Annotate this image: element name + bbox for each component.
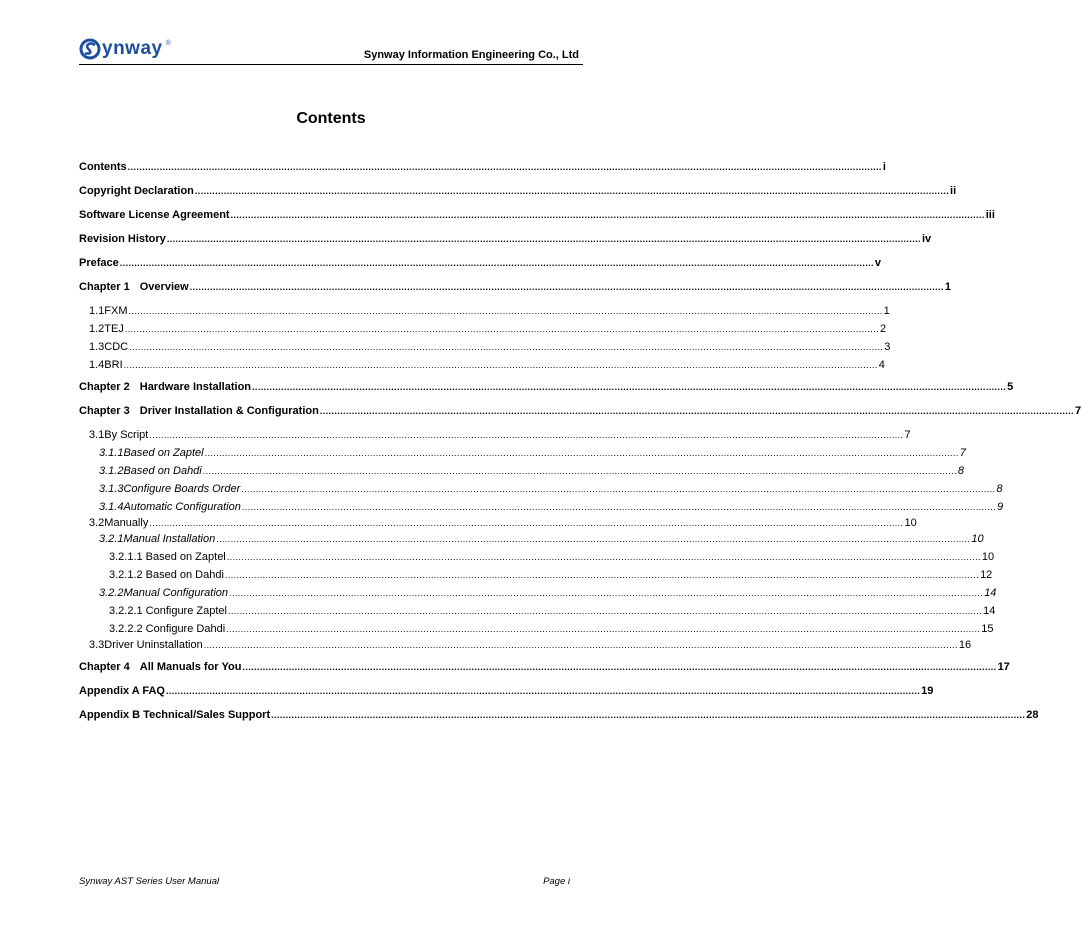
toc-entry-label: Copyright Declaration bbox=[79, 185, 194, 197]
toc-entry[interactable] bbox=[79, 516, 917, 530]
toc-entry[interactable] bbox=[79, 280, 951, 294]
toc-entry[interactable] bbox=[79, 684, 934, 698]
toc-dot-leader: .................................................................................................................................................................................................................................................................... bbox=[204, 448, 959, 458]
toc-dot-leader: .................................................................................................................................................................................................................................................................... bbox=[226, 552, 981, 562]
toc-entry[interactable] bbox=[79, 184, 957, 198]
toc-entry[interactable] bbox=[79, 340, 891, 354]
toc-dot-leader: .................................................................................................................................................................................................................................................................... bbox=[129, 342, 884, 352]
toc-entry-label: All Manuals for You bbox=[139, 661, 242, 673]
toc-entry[interactable] bbox=[79, 622, 994, 636]
toc-entry-number: 3.1.2 bbox=[99, 465, 124, 477]
toc-entry-page: 16 bbox=[958, 639, 972, 651]
toc-dot-leader: .................................................................................................................................................................................................................................................................... bbox=[128, 306, 883, 316]
toc-dot-leader: .................................................................................................................................................................................................................................................................... bbox=[149, 430, 904, 440]
toc-entry-label: Preface bbox=[79, 257, 119, 269]
toc-dot-leader: .................................................................................................................................................................................................................................................................... bbox=[252, 382, 1007, 392]
toc-dot-leader: .................................................................................................................................................................................................................................................................... bbox=[241, 484, 996, 494]
toc-entry-page: 17 bbox=[997, 661, 1010, 673]
toc-entry-page: 7 bbox=[959, 447, 966, 459]
toc-entry-label: Revision History bbox=[79, 233, 166, 245]
toc-entry-page: 1 bbox=[944, 281, 951, 293]
toc-entry-number: 1.3 bbox=[89, 341, 105, 353]
toc-dot-leader: .................................................................................................................................................................................................................................................................... bbox=[194, 186, 950, 196]
toc-entry-page: iv bbox=[921, 233, 932, 245]
toc-entry-label: Automatic Configuration bbox=[123, 501, 241, 513]
toc-entry[interactable] bbox=[79, 660, 1010, 674]
toc-entry-number: Chapter 4 bbox=[79, 661, 130, 673]
toc-entry-page: v bbox=[874, 257, 882, 269]
toc-entry-number: 3.1.1 bbox=[99, 447, 124, 459]
toc-entry[interactable] bbox=[79, 304, 890, 318]
toc-entry[interactable] bbox=[79, 208, 995, 222]
toc-entry-label: Overview bbox=[139, 281, 189, 293]
toc-entry-page: 10 bbox=[904, 517, 917, 529]
toc-entry-number: 1.1 bbox=[89, 305, 105, 317]
toc-entry[interactable] bbox=[79, 604, 996, 618]
toc-entry-page: 14 bbox=[984, 587, 997, 599]
logo-wordmark: ynway bbox=[102, 38, 163, 59]
toc-entry-page: 15 bbox=[981, 623, 994, 635]
toc-entry-page: i bbox=[882, 161, 886, 173]
toc-dot-leader: .................................................................................................................................................................................................................................................................... bbox=[224, 570, 980, 580]
toc-entry-label: Driver Uninstallation bbox=[104, 639, 203, 651]
page-header bbox=[79, 38, 583, 65]
toc-entry-number: Chapter 2 bbox=[79, 381, 130, 393]
footer-manual-name: Synway AST Series User Manual bbox=[79, 876, 220, 887]
toc-entry-label: Based on Dahdi bbox=[123, 465, 202, 477]
toc-dot-leader: .................................................................................................................................................................................................................................................................... bbox=[216, 534, 971, 544]
toc-dot-leader: .................................................................................................................................................................................................................................................................... bbox=[230, 210, 985, 220]
toc-dot-leader: .................................................................................................................................................................................................................................................................... bbox=[227, 606, 983, 616]
toc-entry[interactable] bbox=[79, 464, 965, 478]
toc-entry-page: 14 bbox=[983, 605, 996, 617]
toc-dot-leader: .................................................................................................................................................................................................................................................................... bbox=[203, 640, 958, 650]
toc-entry-number: 3.3 bbox=[89, 639, 105, 651]
toc-entry-label: Manually bbox=[104, 517, 149, 529]
toc-entry-number: 3.2.1 bbox=[99, 533, 124, 545]
synway-logo-icon bbox=[79, 38, 101, 60]
toc-entry-page: 8 bbox=[996, 483, 1003, 495]
toc-entry-label: Based on Dahdi bbox=[145, 569, 224, 581]
toc-dot-leader: .................................................................................................................................................................................................................................................................... bbox=[202, 466, 957, 476]
toc-entry-label: FXM bbox=[104, 305, 128, 317]
toc-entry-number: 3.2.2.2 bbox=[109, 623, 143, 635]
toc-entry-page: 8 bbox=[957, 465, 965, 477]
toc-entry-number: 3.2.2.1 bbox=[109, 605, 143, 617]
toc-entry-label: Configure Zaptel bbox=[145, 605, 227, 617]
toc-entry-label: Appendix A FAQ bbox=[79, 685, 165, 697]
toc-entry-label: Based on Zaptel bbox=[123, 447, 204, 459]
toc-entry-page: 7 bbox=[1074, 405, 1081, 417]
synway-logo bbox=[79, 38, 171, 60]
toc-dot-leader: .................................................................................................................................................................................................................................................................... bbox=[119, 258, 874, 268]
toc-entry[interactable] bbox=[79, 638, 972, 652]
toc-entry-label: TEJ bbox=[104, 323, 124, 335]
toc-entry[interactable] bbox=[79, 380, 1014, 394]
toc-dot-leader: .................................................................................................................................................................................................................................................................... bbox=[271, 710, 1026, 720]
toc-entry-label: Contents bbox=[79, 161, 127, 173]
toc-entry-label: BRI bbox=[104, 359, 123, 371]
registered-mark: ® bbox=[165, 40, 171, 47]
toc-entry-label: Hardware Installation bbox=[139, 381, 252, 393]
toc-dot-leader: .................................................................................................................................................................................................................................................................... bbox=[241, 502, 997, 512]
toc-entry[interactable] bbox=[79, 256, 882, 270]
toc-entry-label: By Script bbox=[104, 429, 149, 441]
toc-entry-number: 3.1 bbox=[89, 429, 105, 441]
toc-entry-label: Configure Boards Order bbox=[123, 483, 241, 495]
toc-entry-number: 3.2 bbox=[89, 517, 105, 529]
toc-entry[interactable] bbox=[79, 568, 993, 582]
toc-entry-number: 3.2.2 bbox=[99, 587, 124, 599]
toc-entry-number: 3.1.3 bbox=[99, 483, 124, 495]
toc-entry-number: Chapter 1 bbox=[79, 281, 130, 293]
toc-dot-leader: .................................................................................................................................................................................................................................................................... bbox=[124, 324, 879, 334]
toc-entry-number: 3.1.4 bbox=[99, 501, 124, 513]
toc-entry-page: 10 bbox=[981, 551, 995, 563]
toc-dot-leader: .................................................................................................................................................................................................................................................................... bbox=[189, 282, 944, 292]
toc-entry-number: 3.2.1.2 bbox=[109, 569, 143, 581]
toc-dot-leader: .................................................................................................................................................................................................................................................................... bbox=[319, 406, 1074, 416]
toc-entry-page: 5 bbox=[1007, 381, 1014, 393]
toc-entry-page: 10 bbox=[971, 533, 984, 545]
toc-entry[interactable] bbox=[79, 550, 995, 564]
toc-entry[interactable] bbox=[79, 322, 887, 336]
toc-entry-number: 3.2.1.1 bbox=[109, 551, 143, 563]
toc-entry-number: Chapter 3 bbox=[79, 405, 130, 417]
toc-dot-leader: .................................................................................................................................................................................................................................................................... bbox=[229, 588, 984, 598]
toc-entry[interactable] bbox=[79, 446, 966, 460]
toc-entry[interactable] bbox=[79, 500, 1004, 514]
toc-entry-number: 1.4 bbox=[89, 359, 105, 371]
toc-entry-label: CDC bbox=[104, 341, 129, 353]
toc-dot-leader: .................................................................................................................................................................................................................................................................... bbox=[242, 662, 997, 672]
toc-dot-leader: .................................................................................................................................................................................................................................................................... bbox=[165, 686, 921, 696]
toc-entry[interactable] bbox=[79, 404, 1081, 418]
toc-entry-page: 1 bbox=[883, 305, 890, 317]
toc-entry[interactable] bbox=[79, 708, 1039, 722]
toc-entry-label: Configure Dahdi bbox=[145, 623, 226, 635]
toc-entry-label: Manual Installation bbox=[123, 533, 216, 545]
toc-entry-page: 2 bbox=[880, 323, 887, 335]
toc-entry[interactable] bbox=[79, 428, 911, 442]
toc-entry-number: 1.2 bbox=[89, 323, 105, 335]
toc-entry-page: 9 bbox=[997, 501, 1004, 513]
toc-entry-page: 3 bbox=[884, 341, 891, 353]
toc-entry[interactable] bbox=[79, 586, 997, 600]
toc-entry-label: Appendix B Technical/Sales Support bbox=[79, 709, 271, 721]
toc-entry-page: 28 bbox=[1026, 709, 1039, 721]
toc-dot-leader: .................................................................................................................................................................................................................................................................... bbox=[166, 234, 921, 244]
toc-entry[interactable] bbox=[79, 358, 885, 372]
toc-entry-page: 7 bbox=[904, 429, 911, 441]
toc-entry-page: ii bbox=[950, 185, 957, 197]
toc-entry-label: Based on Zaptel bbox=[145, 551, 226, 563]
toc-entry[interactable] bbox=[79, 232, 932, 246]
toc-dot-leader: .................................................................................................................................................................................................................................................................... bbox=[226, 624, 981, 634]
toc-entry-page: 19 bbox=[921, 685, 934, 697]
page-title: Contents bbox=[296, 110, 366, 127]
footer-page-number: Page i bbox=[543, 876, 570, 887]
toc-dot-leader: .................................................................................................................................................................................................................................................................... bbox=[123, 360, 878, 370]
toc-entry[interactable] bbox=[79, 482, 1003, 496]
toc-entry-label: Software License Agreement bbox=[79, 209, 230, 221]
toc-entry-label: Driver Installation & Configuration bbox=[139, 405, 319, 417]
toc-entry[interactable] bbox=[79, 532, 984, 546]
toc-entry-page: iii bbox=[985, 209, 995, 221]
toc-entry-page: 12 bbox=[980, 569, 993, 581]
toc-entry[interactable] bbox=[79, 160, 886, 174]
toc-entry-page: 4 bbox=[878, 359, 885, 371]
toc-entry-label: Manual Configuration bbox=[123, 587, 229, 599]
company-name: Synway Information Engineering Co., Ltd bbox=[363, 49, 579, 61]
toc-dot-leader: .................................................................................................................................................................................................................................................................... bbox=[149, 518, 904, 528]
toc-dot-leader: .................................................................................................................................................................................................................................................................... bbox=[127, 162, 882, 172]
